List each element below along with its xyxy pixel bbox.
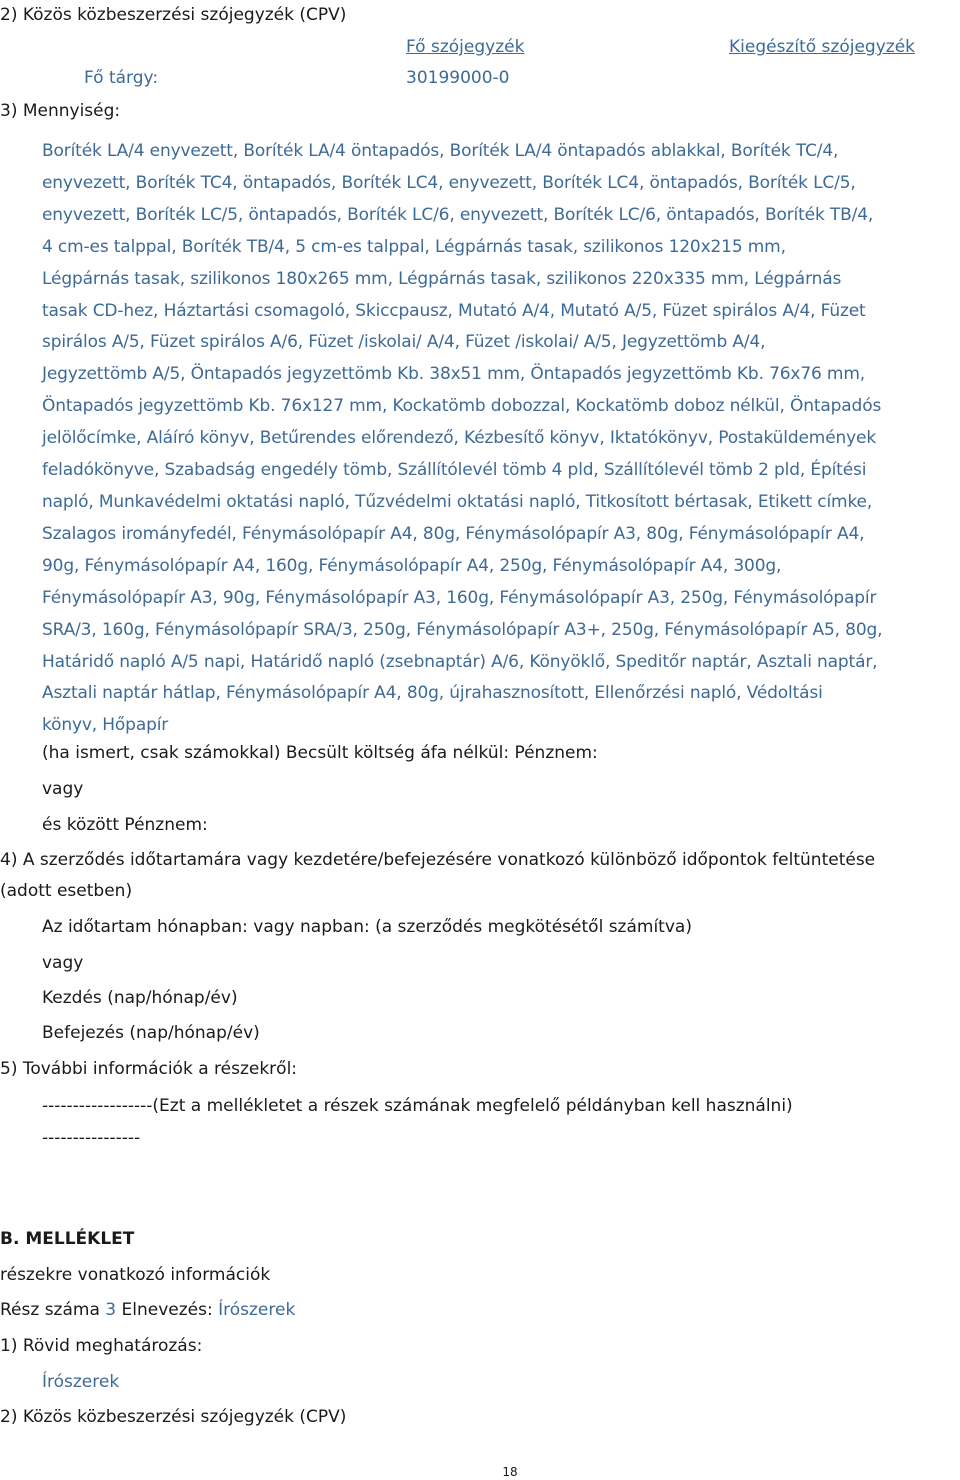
description-line: 4 cm-es talppal, Boríték TB/4, 5 cm-es talppal, Légpárnás tasak, szilikonos 120x215 mm, [42,236,786,257]
description-line: enyvezett, Boríték LC/5, öntapadós, Boríték LC/6, enyvezett, Boríték LC/6, öntapadós, Boríték TB/4, [42,204,874,225]
description-line: feladókönyve, Szabadság engedély tömb, Szállítólevél tömb 4 pld, Szállítólevél tömb 2 pld, Építési [42,460,867,481]
description-line: enyvezett, Boríték TC4, öntapadós, Boríték LC4, enyvezett, Boríték LC4, öntapadós, Boríték LC/5, [42,172,856,193]
description-line: tasak CD-hez, Háztartási csomagoló, Skiccpausz, Mutató A/4, Mutató A/5, Füzet spirálos A/4, Füzet [42,300,866,321]
annex-title: B. MELLÉKLET [0,1229,135,1249]
estimated-cost-line: (ha ismert, csak számokkal) Becsült költség áfa nélkül: Pénznem: [42,743,598,763]
dash-separator: ---------------- [42,1128,141,1148]
duration-line: Az időtartam hónapban: vagy napban: (a szerződés megkötésétől számítva) [42,917,692,937]
description-line: Szalagos irományfedél, Fénymásolópapír A4, 80g, Fénymásolópapír A3, 80g, Fénymásolópapír A4, [42,523,865,544]
or-text: vagy [42,953,84,973]
page-number: 18 [502,1465,518,1479]
section-5-heading: 5) További információk a részekről: [0,1059,298,1079]
quantity-heading: 3) Mennyiség: [0,101,121,121]
or-text: vagy [42,779,84,799]
description-line: Határidő napló A/5 napi, Határidő napló (zsebnaptár) A/6, Könyöklő, Speditőr naptár, Asztali naptár, [42,651,878,672]
part-name-label: Elnevezés: [121,1300,213,1320]
short-definition-heading: 1) Rövid meghatározás: [0,1336,203,1356]
description-line: spirálos A/5, Füzet spirálos A/6, Füzet /iskolai/ A/4, Füzet /iskolai/ A/5, Jegyzettömb A/4, [42,332,766,353]
description-line: napló, Munkavédelmi oktatási napló, Tűzvédelmi oktatási napló, Titkosított bértasak, Etikett címke, [42,491,873,512]
section-4-heading-cont: (adott esetben) [0,881,133,901]
part-number: 3 [105,1300,117,1320]
short-definition-value: Írószerek [42,1372,120,1392]
description-line: Fénymásolópapír A3, 90g, Fénymásolópapír A3, 160g, Fénymásolópapír A3, 250g, Fénymásolópapír [42,587,877,608]
part-info-line [0,1300,295,1320]
cpv-main-code: 30199000-0 [406,68,510,88]
start-date-line: Kezdés (nap/hónap/év) [42,988,238,1008]
annex-subtitle: részekre vonatkozó információk [0,1265,271,1285]
cpv-main-vocabulary-header: Fő szójegyzék [406,37,525,57]
description-line: Öntapadós jegyzettömb Kb. 76x127 mm, Kockatömb dobozzal, Kockatömb doboz nélkül, Öntapadós [42,396,882,417]
cpv-heading-2: 2) Közös közbeszerzési szójegyzék (CPV) [0,1407,347,1427]
quantity-description [42,136,957,742]
description-line: jelölőcímke, Aláíró könyv, Betűrendes előrendező, Kézbesítő könyv, Iktatókönyv, Postaküldemények [42,428,877,449]
end-date-line: Befejezés (nap/hónap/év) [42,1023,260,1043]
description-line: könyv, Hőpapír [42,715,169,736]
description-line: Asztali naptár hátlap, Fénymásolópapír A4, 80g, újrahasznosított, Ellenőrzési napló, Védoltási [42,683,823,704]
between-currency-line: és között Pénznem: [42,815,208,835]
section-4-heading: 4) A szerződés időtartamára vagy kezdetére/befejezésére vonatkozó különböző időpontok feltüntetése [0,850,876,870]
cpv-supplementary-vocabulary-header: Kiegészítő szójegyzék [729,37,915,57]
annex-usage-note: ------------------(Ezt a mellékletet a részek számának megfelelő példányban kell használni) [42,1096,793,1116]
description-line: 90g, Fénymásolópapír A4, 160g, Fénymásolópapír A4, 250g, Fénymásolópapír A4, 300g, [42,555,782,576]
description-line: SRA/3, 160g, Fénymásolópapír SRA/3, 250g, Fénymásolópapír A3+, 250g, Fénymásolópapír A5, 80g, [42,619,883,640]
part-name: Írószerek [218,1300,296,1320]
description-line: Boríték LA/4 enyvezett, Boríték LA/4 öntapadós, Boríték LA/4 öntapadós ablakkal, Boríték TC/4, [42,141,839,161]
cpv-heading: 2) Közös közbeszerzési szójegyzék (CPV) [0,5,347,25]
description-line: Jegyzettömb A/5, Öntapadós jegyzettömb Kb. 38x51 mm, Öntapadós jegyzettömb Kb. 76x76 mm, [42,364,865,385]
cpv-main-object-label: Fő tárgy: [84,68,159,88]
part-number-label: Rész száma [0,1300,100,1320]
description-line: Légpárnás tasak, szilikonos 180x265 mm, Légpárnás tasak, szilikonos 220x335 mm, Légpárnás [42,268,842,289]
